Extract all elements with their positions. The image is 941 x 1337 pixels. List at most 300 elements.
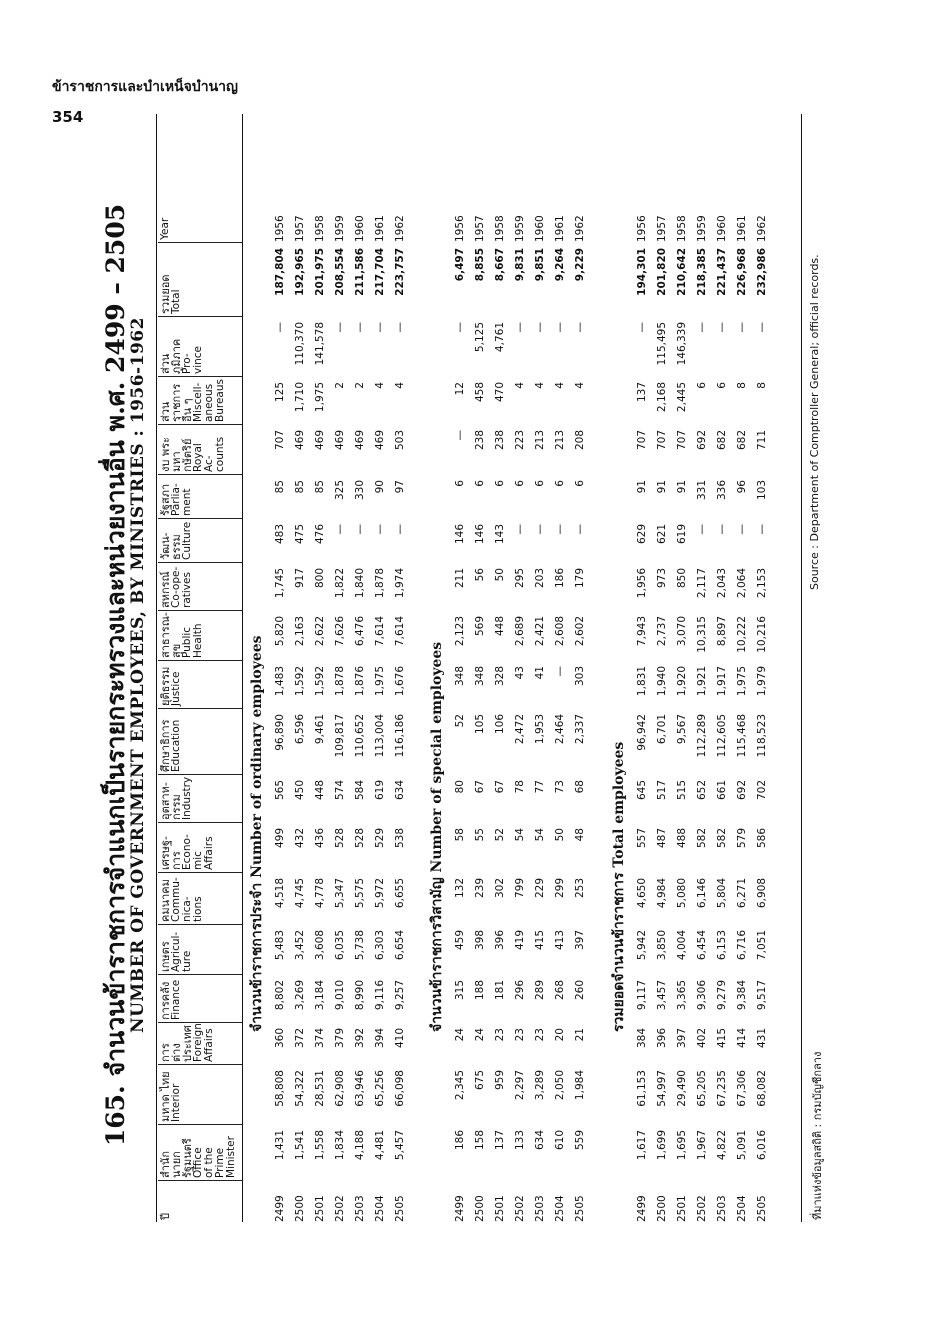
value-cell: 58 [454, 828, 466, 842]
value-cell: 3,070 [676, 616, 688, 647]
value-cell: 113,004 [374, 714, 386, 758]
column-header-thai: คมนาคม [159, 879, 172, 922]
value-cell: 41 [534, 666, 546, 680]
year-thai-cell: 2499 [274, 1195, 286, 1222]
value-cell: 4,778 [314, 878, 326, 909]
value-cell: 2,737 [656, 616, 668, 647]
value-cell: 634 [394, 780, 406, 801]
value-cell: 238 [494, 430, 506, 451]
value-cell: 58,808 [274, 1070, 286, 1107]
value-cell: 7,614 [394, 616, 406, 647]
column-header-row [158, 114, 242, 1222]
value-cell: 1,967 [696, 1130, 708, 1161]
value-cell: 68,082 [756, 1070, 768, 1107]
value-cell: 325 [334, 480, 346, 501]
value-cell: 6 [554, 480, 566, 487]
value-cell: 54 [514, 828, 526, 842]
value-cell: 5,972 [374, 878, 386, 909]
value-cell: 4 [394, 382, 406, 389]
table-row [472, 114, 489, 1222]
value-cell: 5,575 [354, 878, 366, 909]
value-cell: 348 [474, 666, 486, 687]
year-thai-cell: 2502 [514, 1195, 526, 1222]
value-cell: — [394, 322, 406, 333]
value-cell: 330 [354, 480, 366, 501]
value-cell: 181 [494, 980, 506, 1001]
value-cell: 52 [494, 828, 506, 842]
value-cell: 96 [736, 480, 748, 494]
value-cell: 6 [716, 382, 728, 389]
year-english-cell: 1956 [454, 215, 466, 242]
value-cell: 619 [676, 524, 688, 545]
value-cell: 2,297 [514, 1070, 526, 1101]
value-cell: 557 [636, 828, 648, 849]
value-cell: 2,153 [756, 568, 768, 599]
value-cell: 3,608 [314, 930, 326, 961]
value-cell: 12 [454, 382, 466, 396]
value-cell: 574 [334, 780, 346, 801]
value-cell: 396 [656, 1028, 668, 1049]
value-cell: 469 [314, 430, 326, 451]
year-thai-cell: 2502 [696, 1195, 708, 1222]
value-cell: 105 [474, 714, 486, 735]
value-cell: — [756, 524, 768, 535]
value-cell: 4 [574, 382, 586, 389]
value-cell: 384 [636, 1028, 648, 1049]
total-cell: 9,851 [534, 248, 546, 282]
year-english-cell: 1959 [696, 215, 708, 242]
value-cell: — [696, 524, 708, 535]
year-english-cell: 1961 [736, 215, 748, 242]
value-cell: 1,921 [696, 666, 708, 697]
year-english-cell: 1960 [354, 215, 366, 242]
value-cell: 692 [696, 430, 708, 451]
table-section [246, 114, 416, 1222]
value-cell: 238 [474, 430, 486, 451]
value-cell: 5,820 [274, 616, 286, 647]
value-cell: 4,761 [494, 322, 506, 353]
column-header [158, 872, 242, 924]
total-cell: 201,975 [314, 248, 326, 296]
value-cell: 103 [756, 480, 768, 501]
value-cell: — [334, 524, 346, 535]
value-cell: 2,337 [574, 714, 586, 745]
value-cell: 707 [636, 430, 648, 451]
column-header-english: Royal Ac- counts [192, 436, 226, 472]
value-cell: 1,940 [656, 666, 668, 697]
year-english-cell: 1961 [374, 215, 386, 242]
value-cell: 23 [534, 1028, 546, 1042]
value-cell: 487 [656, 828, 668, 849]
column-header-thai: งบ พระมหา กษัตริย์ [159, 437, 194, 472]
column-header [158, 1124, 242, 1180]
year-thai-cell: 2500 [656, 1195, 668, 1222]
table-row [312, 114, 329, 1222]
value-cell: 143 [494, 524, 506, 545]
value-cell: 1,953 [534, 714, 546, 745]
value-cell: 707 [656, 430, 668, 451]
value-cell: 7,614 [374, 616, 386, 647]
value-cell: 6 [474, 480, 486, 487]
value-cell: 2,050 [554, 1070, 566, 1101]
value-cell: 1,431 [274, 1130, 286, 1161]
value-cell: 9,279 [716, 980, 728, 1011]
column-header-english: Interior [170, 1083, 182, 1122]
year-english-cell: 1962 [574, 215, 586, 242]
table-title-thai: 165. จำนวนข้าราชการจำแนกเป็นรายกระทรวงและหน่วยงานอื่น พ.ศ. 2499 – 2505 [101, 203, 130, 1147]
value-cell: 2,608 [554, 616, 566, 647]
value-cell: 702 [756, 780, 768, 801]
value-cell: 6,716 [736, 930, 748, 961]
table-row [734, 114, 751, 1222]
column-header-english: Pro- vince [181, 345, 204, 374]
value-cell: 661 [716, 780, 728, 801]
value-cell: 6 [454, 480, 466, 487]
column-header-thai: เกษตร [159, 941, 172, 972]
table-row [512, 114, 529, 1222]
value-cell: 65,205 [696, 1070, 708, 1107]
value-cell: — [554, 524, 566, 535]
footer-rule [801, 114, 802, 1222]
value-cell: 3,850 [656, 930, 668, 961]
value-cell: 203 [534, 568, 546, 589]
column-header-thai: สำนักนายก รัฐมนตรี [159, 1138, 194, 1178]
value-cell: 213 [554, 430, 566, 451]
value-cell: — [756, 322, 768, 333]
value-cell: 528 [354, 828, 366, 849]
column-header-english: Econo- mic Affairs [181, 834, 215, 870]
value-cell: 707 [274, 430, 286, 451]
year-english-cell: 1961 [554, 215, 566, 242]
value-cell: 470 [494, 382, 506, 403]
value-cell: 115,495 [656, 322, 668, 366]
value-cell: 6 [696, 382, 708, 389]
column-header-thai: อุตสาห- กรรม [159, 782, 183, 820]
year-english-cell: 1958 [494, 215, 506, 242]
value-cell: 1,676 [394, 666, 406, 697]
table-section [608, 114, 778, 1222]
value-cell: 9,517 [756, 980, 768, 1011]
value-cell: 158 [474, 1130, 486, 1151]
value-cell: 2 [354, 382, 366, 389]
column-header-english: Co-ope- ratives [170, 566, 193, 608]
value-cell: 9,117 [636, 980, 648, 1011]
column-header-english: Public Health [181, 623, 204, 658]
value-cell: 10,222 [736, 616, 748, 653]
value-cell: 3,457 [656, 980, 668, 1011]
column-header-thai: มหาด ไทย [159, 1071, 172, 1122]
value-cell: 850 [676, 568, 688, 589]
column-header-thai: ส่วน ราชการ อื่น ๆ [159, 383, 194, 422]
value-cell: — [374, 524, 386, 535]
value-cell: 260 [574, 980, 586, 1001]
value-cell: 90 [374, 480, 386, 494]
value-cell: 528 [334, 828, 346, 849]
year-english-cell: 1957 [474, 215, 486, 242]
value-cell: 6 [514, 480, 526, 487]
total-cell: 208,554 [334, 248, 346, 296]
column-header-english: Justice [170, 671, 182, 706]
value-cell: — [514, 524, 526, 535]
value-cell: 179 [574, 568, 586, 589]
column-header-thai: ปี [159, 1213, 172, 1220]
page-number: 354 [52, 108, 84, 126]
value-cell: 6,908 [756, 878, 768, 909]
value-cell: 917 [294, 568, 306, 589]
value-cell: 692 [736, 780, 748, 801]
value-cell: 1,834 [334, 1130, 346, 1161]
value-cell: 295 [514, 568, 526, 589]
table-row [292, 114, 309, 1222]
value-cell: 1,745 [274, 568, 286, 599]
value-cell: 959 [494, 1070, 506, 1091]
value-cell: 21 [574, 1028, 586, 1042]
value-cell: 397 [574, 930, 586, 951]
year-english-cell: 1959 [514, 215, 526, 242]
value-cell: 5,804 [716, 878, 728, 909]
value-cell: 1,984 [574, 1070, 586, 1101]
year-thai-cell: 2504 [736, 1195, 748, 1222]
year-thai-cell: 2503 [354, 1195, 366, 1222]
table-row [392, 114, 409, 1222]
value-cell: 5,125 [474, 322, 486, 353]
value-cell: 141,578 [314, 322, 326, 366]
column-header-thai: ศึกษาธิการ [159, 719, 172, 772]
value-cell: 1,831 [636, 666, 648, 697]
value-cell: 229 [534, 878, 546, 899]
value-cell: 398 [474, 930, 486, 951]
source-note-thai: ที่มาแห่งข้อมูลสถิติ : กรมบัญชีกลาง [811, 1051, 824, 1220]
value-cell: 1,822 [334, 568, 346, 599]
column-header [158, 1180, 242, 1222]
value-cell: 6,476 [354, 616, 366, 647]
value-cell: 392 [354, 1028, 366, 1049]
value-cell: 56 [474, 568, 486, 582]
value-cell: 559 [574, 1130, 586, 1151]
column-header-english: Miscell- aneous Bureaus [192, 379, 226, 422]
value-cell: 488 [676, 828, 688, 849]
value-cell: 432 [294, 828, 306, 849]
value-cell: 96,942 [636, 714, 648, 751]
year-thai-cell: 2501 [314, 1195, 326, 1222]
value-cell: 469 [354, 430, 366, 451]
value-cell: 415 [716, 1028, 728, 1049]
value-cell: 1,840 [354, 568, 366, 599]
value-cell: 8 [756, 382, 768, 389]
column-header-english: Total [170, 289, 182, 314]
value-cell: 115,468 [736, 714, 748, 758]
value-cell: 54 [534, 828, 546, 842]
year-thai-cell: 2504 [554, 1195, 566, 1222]
value-cell: 133 [514, 1130, 526, 1151]
value-cell: 1,695 [676, 1130, 688, 1161]
value-cell: 436 [314, 828, 326, 849]
value-cell: 582 [716, 828, 728, 849]
column-header [158, 518, 242, 562]
value-cell: 315 [454, 980, 466, 1001]
value-cell: 1,617 [636, 1130, 648, 1161]
column-header [158, 1022, 242, 1064]
value-cell: 6 [574, 480, 586, 487]
value-cell: 396 [494, 930, 506, 951]
value-cell: 66,098 [394, 1070, 406, 1107]
value-cell: 413 [554, 930, 566, 951]
year-thai-cell: 2503 [534, 1195, 546, 1222]
column-header-thai: เศรษฐ- การ [159, 836, 183, 870]
value-cell: 68 [574, 780, 586, 794]
value-cell: 682 [736, 430, 748, 451]
value-cell: 2,345 [454, 1070, 466, 1101]
value-cell: 52 [454, 714, 466, 728]
value-cell: 459 [454, 930, 466, 951]
total-cell: 187,804 [274, 248, 286, 296]
year-thai-cell: 2499 [454, 1195, 466, 1222]
value-cell: 8,802 [274, 980, 286, 1011]
value-cell: 188 [474, 980, 486, 1001]
value-cell: 7,943 [636, 616, 648, 647]
value-cell: 372 [294, 1028, 306, 1049]
year-thai-cell: 2505 [574, 1195, 586, 1222]
value-cell: 394 [374, 1028, 386, 1049]
value-cell: 475 [294, 524, 306, 545]
value-cell: 6,596 [294, 714, 306, 745]
value-cell: — [394, 524, 406, 535]
value-cell: 6 [494, 480, 506, 487]
value-cell: — [514, 322, 526, 333]
year-english-cell: 1960 [716, 215, 728, 242]
value-cell: 5,942 [636, 930, 648, 961]
value-cell: 448 [494, 616, 506, 637]
value-cell: 515 [676, 780, 688, 801]
table-row [714, 114, 731, 1222]
value-cell: 2,602 [574, 616, 586, 647]
value-cell: 619 [374, 780, 386, 801]
value-cell: 2,472 [514, 714, 526, 745]
value-cell: 2,689 [514, 616, 526, 647]
column-header [158, 660, 242, 708]
value-cell: 469 [374, 430, 386, 451]
value-cell: 419 [514, 930, 526, 951]
value-cell: 118,523 [756, 714, 768, 758]
value-cell: 9,116 [374, 980, 386, 1011]
value-cell: 239 [474, 878, 486, 899]
year-english-cell: 1957 [294, 215, 306, 242]
value-cell: 328 [494, 666, 506, 687]
value-cell: 91 [676, 480, 688, 494]
column-header-english: Agricul- ture [170, 931, 193, 972]
value-cell: 414 [736, 1028, 748, 1049]
year-english-cell: 1958 [314, 215, 326, 242]
value-cell: 112,605 [716, 714, 728, 758]
value-cell: 296 [514, 980, 526, 1001]
total-cell: 9,831 [514, 248, 526, 282]
table-row [332, 114, 349, 1222]
value-cell: 302 [494, 878, 506, 899]
value-cell: 208 [574, 430, 586, 451]
value-cell: 621 [656, 524, 668, 545]
table-row [654, 114, 671, 1222]
value-cell: 5,457 [394, 1130, 406, 1161]
value-cell: 634 [534, 1130, 546, 1151]
value-cell: 2,421 [534, 616, 546, 647]
table-row [754, 114, 771, 1222]
column-header [158, 376, 242, 424]
value-cell: 6,303 [374, 930, 386, 961]
value-cell: 6,271 [736, 878, 748, 909]
total-cell: 210,642 [676, 248, 688, 296]
value-cell: 379 [334, 1028, 346, 1049]
value-cell: 4,004 [676, 930, 688, 961]
column-header-thai: รัฐสภา [159, 483, 172, 516]
total-cell: 226,968 [736, 248, 748, 296]
total-cell: 223,757 [394, 248, 406, 296]
value-cell: 6,035 [334, 930, 346, 961]
value-cell: 483 [274, 524, 286, 545]
value-cell: 6 [534, 480, 546, 487]
column-header [158, 474, 242, 518]
table-row [492, 114, 509, 1222]
total-cell: 194,301 [636, 248, 648, 296]
year-english-cell: 1958 [676, 215, 688, 242]
column-header-english: Culture [181, 521, 193, 560]
value-cell: 402 [696, 1028, 708, 1049]
column-header [158, 610, 242, 660]
table-row [352, 114, 369, 1222]
table-row [532, 114, 549, 1222]
value-cell: — [454, 430, 466, 441]
value-cell: 213 [534, 430, 546, 451]
value-cell: 800 [314, 568, 326, 589]
total-cell: 9,229 [574, 248, 586, 282]
value-cell: 360 [274, 1028, 286, 1049]
value-cell: 186 [554, 568, 566, 589]
value-cell: 799 [514, 878, 526, 899]
value-cell: 397 [676, 1028, 688, 1049]
column-header [158, 974, 242, 1022]
table-row [572, 114, 589, 1222]
value-cell: 6,655 [394, 878, 406, 909]
value-cell: 62,908 [334, 1070, 346, 1107]
year-thai-cell: 2501 [494, 1195, 506, 1222]
value-cell: 10,315 [696, 616, 708, 653]
value-cell: 1,483 [274, 666, 286, 697]
value-cell: 112,289 [696, 714, 708, 758]
value-cell: 586 [756, 828, 768, 849]
value-cell: 91 [656, 480, 668, 494]
value-cell: 707 [676, 430, 688, 451]
value-cell: 186 [454, 1130, 466, 1151]
value-cell: 106 [494, 714, 506, 735]
value-cell: 517 [656, 780, 668, 801]
value-cell: 4,518 [274, 878, 286, 909]
value-cell: 78 [514, 780, 526, 794]
value-cell: 29,490 [676, 1070, 688, 1107]
value-cell: 3,184 [314, 980, 326, 1011]
column-header-thai: สหกรณ์ [159, 571, 172, 608]
value-cell: 9,010 [334, 980, 346, 1011]
year-english-cell: 1962 [756, 215, 768, 242]
value-cell: — [554, 666, 566, 677]
value-cell: 569 [474, 616, 486, 637]
year-thai-cell: 2499 [636, 1195, 648, 1222]
value-cell: 8 [736, 382, 748, 389]
value-cell: — [554, 322, 566, 333]
value-cell: — [574, 322, 586, 333]
column-header [158, 424, 242, 474]
column-header-thai: ส่วน ภูมิภาค [159, 338, 183, 374]
value-cell: 4,188 [354, 1130, 366, 1161]
value-cell: 5,738 [354, 930, 366, 961]
